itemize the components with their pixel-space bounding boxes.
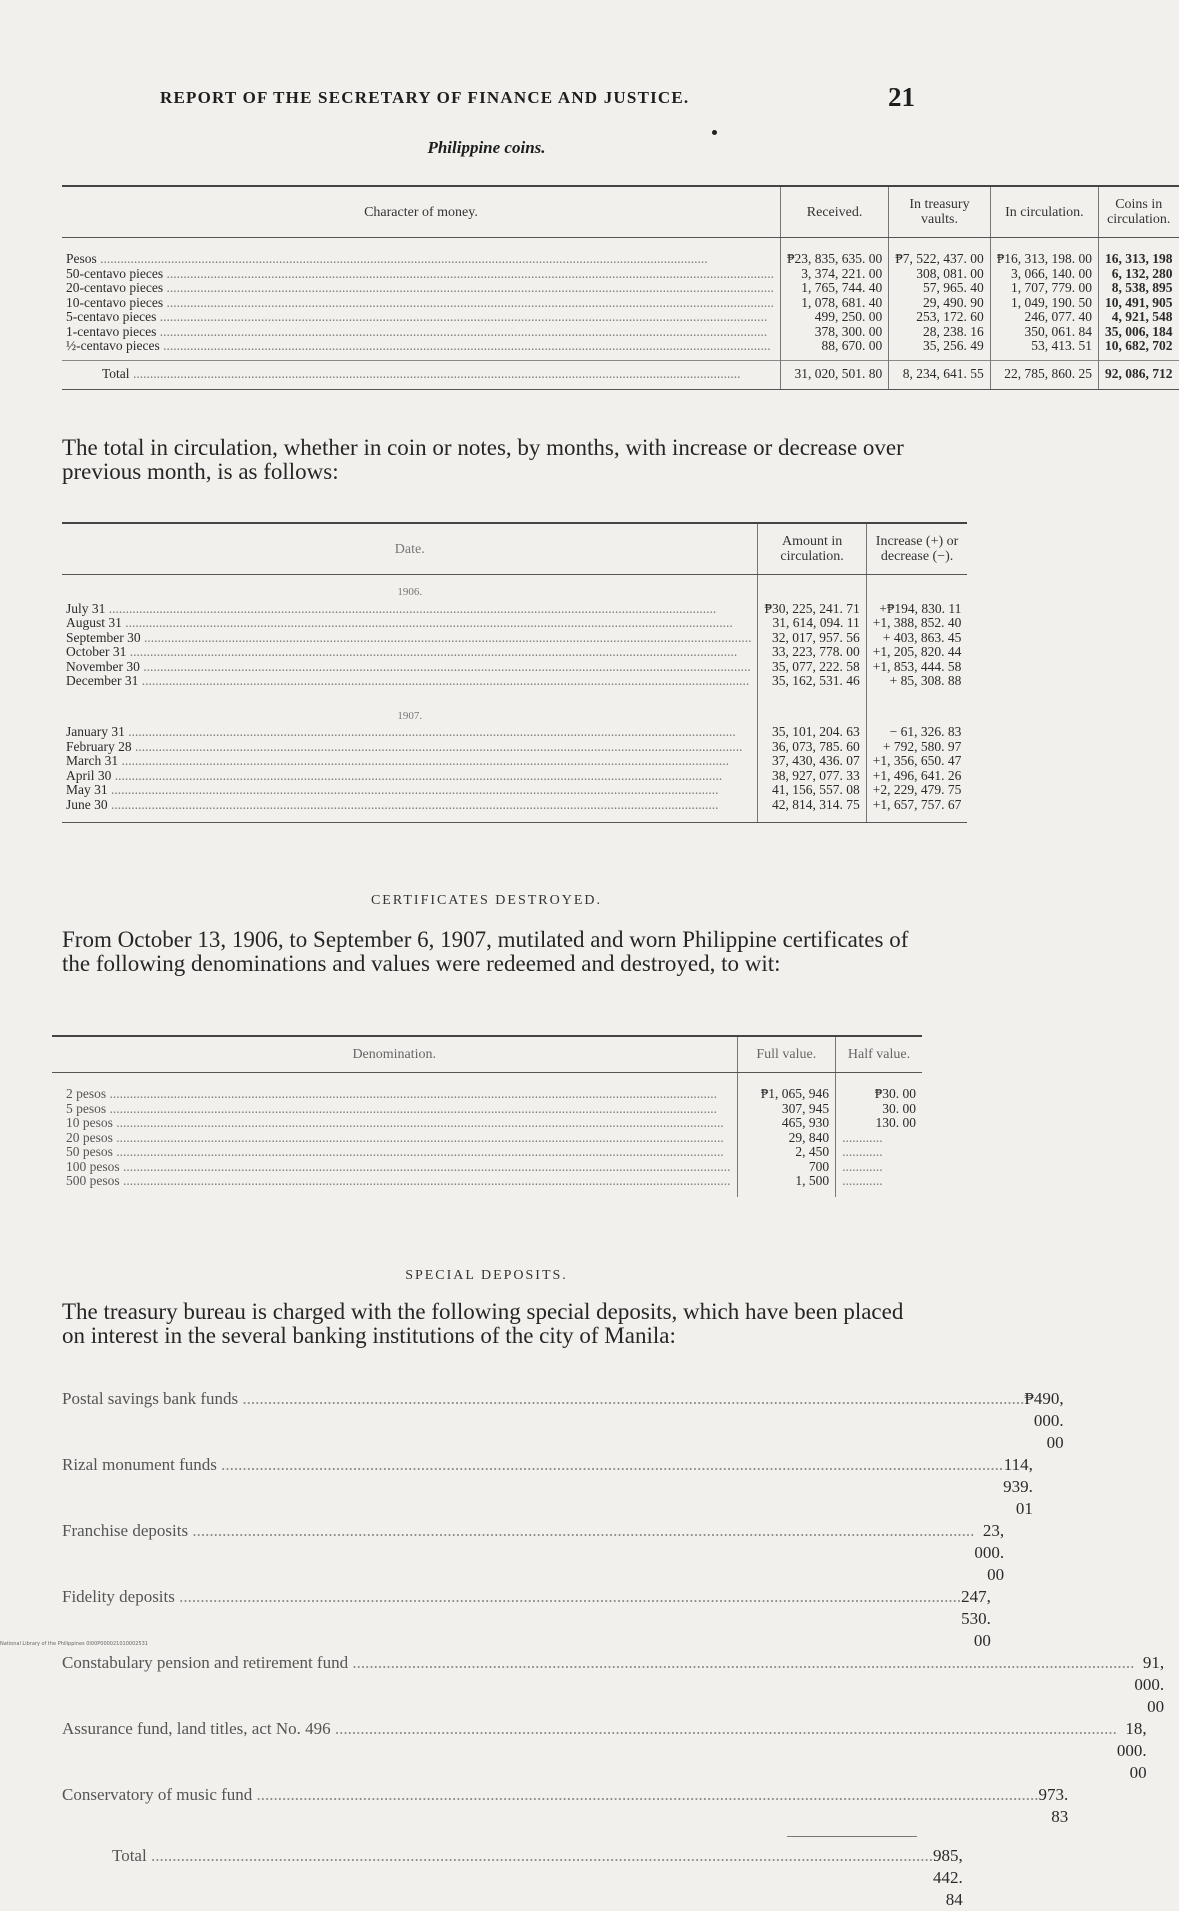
column-header: Coins in circulation. [1099, 186, 1179, 238]
column-header: Received. [780, 186, 888, 238]
page-number: 21 [888, 82, 915, 112]
coins-total: 92, 086, 712 [1099, 360, 1179, 390]
column-header: Character of money. [62, 186, 780, 238]
table-row [52, 1073, 922, 1102]
year-row [62, 575, 967, 602]
deposit-label: Conservatory of music fund ..... [62, 1784, 1039, 1828]
deposit-label: Franchise deposits ..... [62, 1520, 974, 1586]
deposits-list [62, 1388, 1165, 1911]
row-label: Pesos ..... [66, 251, 708, 266]
certificates-header-row [52, 1036, 922, 1073]
column-header: Full value. [737, 1036, 836, 1073]
received-cell: 1, 765, 744. 40 [780, 281, 888, 296]
deposits-heading: SPECIAL DEPOSITS. [405, 1268, 568, 1283]
received-cell: ₱23, 835, 635. 00 [780, 238, 888, 267]
received-cell: 1, 078, 681. 40 [780, 296, 888, 311]
circulation-cell: ₱16, 313, 198. 00 [990, 238, 1098, 267]
coins-table [62, 185, 1179, 390]
scan-footer: National Library of the Philippines 0I00P000021010002531 [0, 1641, 148, 1647]
date-cell: June 30 ..... [66, 797, 719, 812]
list-item [62, 1388, 1064, 1454]
total-row [62, 360, 1179, 390]
table-row [62, 660, 967, 675]
change-cell: +1, 356, 650. 47 [866, 754, 967, 769]
vaults-cell: 57, 965. 40 [889, 281, 991, 296]
half-value-cell: 130. 00 [836, 1116, 922, 1131]
table-row [62, 310, 1179, 325]
date-cell: May 31 ..... [66, 782, 719, 797]
denomination-cell: 5 pesos ..... [66, 1101, 717, 1116]
circulation-cell: 53, 413. 51 [990, 339, 1098, 360]
amount-cell: 35, 101, 204. 63 [758, 725, 866, 740]
table-row [52, 1174, 922, 1197]
coins-cell: 4, 921, 548 [1099, 310, 1179, 325]
amount-cell: 32, 017, 957. 56 [758, 631, 866, 646]
full-value-cell: ₱1, 065, 946 [737, 1073, 836, 1102]
coins-cell: 6, 132, 280 [1099, 267, 1179, 282]
change-cell: +1, 205, 820. 44 [866, 645, 967, 660]
coins-cell: 8, 538, 895 [1099, 281, 1179, 296]
table-row [52, 1102, 922, 1117]
circulation-intro: The total in circulation, whether in coin or notes, by months, with increase or decrease over previous month, is as follows: [62, 435, 904, 484]
table-row [62, 631, 967, 646]
deposit-total-label: Total ..... [62, 1845, 933, 1911]
list-item [62, 1520, 1005, 1586]
circulation-cell: 3, 066, 140. 00 [990, 267, 1098, 282]
half-value-leader: ............ [836, 1131, 922, 1146]
half-value-leader: ............ [836, 1160, 922, 1175]
coins-cell: 35, 006, 184 [1099, 325, 1179, 340]
list-item [62, 1784, 1069, 1828]
coins-header-row [62, 186, 1179, 238]
change-cell: + 403, 863. 45 [866, 631, 967, 646]
circulation-cell: 350, 061. 84 [990, 325, 1098, 340]
denomination-cell: 2 pesos ..... [66, 1086, 717, 1101]
denomination-cell: 100 pesos ..... [66, 1159, 731, 1174]
table-row [52, 1131, 922, 1146]
full-value-cell: 2, 450 [737, 1145, 836, 1160]
amount-cell: 38, 927, 077. 33 [758, 769, 866, 784]
deposit-label: Constabulary pension and retirement fund ..... [62, 1652, 1134, 1718]
change-cell: + 85, 308. 88 [866, 674, 967, 699]
amount-cell: 35, 077, 222. 58 [758, 660, 866, 675]
coins-caption: Philippine coins. [427, 138, 546, 157]
received-cell: 88, 670. 00 [780, 339, 888, 360]
amount-cell: 36, 073, 785. 60 [758, 740, 866, 755]
deposit-amount: 23, 000. 00 [974, 1521, 1005, 1584]
column-header: Half value. [836, 1036, 922, 1073]
coins-cell: 10, 682, 702 [1099, 339, 1179, 360]
change-cell: +1, 388, 852. 40 [866, 616, 967, 631]
deposit-label: Assurance fund, land titles, act No. 496 ..... [62, 1718, 1117, 1784]
denomination-cell: 20 pesos ..... [66, 1130, 724, 1145]
received-cell: 3, 374, 221. 00 [780, 267, 888, 282]
print-speck [712, 130, 717, 135]
amount-cell: 37, 430, 436. 07 [758, 754, 866, 769]
date-cell: March 31 ..... [66, 753, 729, 768]
year-label: 1907. [397, 709, 423, 722]
row-label: 1-centavo pieces ..... [66, 324, 767, 339]
row-label: 20-centavo pieces ..... [66, 280, 774, 295]
table-row [62, 645, 967, 660]
total-label: Total ..... [102, 366, 740, 381]
amount-cell: 41, 156, 557. 08 [758, 783, 866, 798]
deposit-amount: ₱490, 000. 00 [1024, 1389, 1064, 1452]
table-row [62, 754, 967, 769]
table-row [62, 725, 967, 740]
deposit-total-amount: 985, 442. 84 [932, 1846, 963, 1909]
date-cell: February 28 ..... [66, 739, 742, 754]
deposit-amount: 114, 939. 01 [1003, 1455, 1033, 1518]
full-value-cell: 29, 840 [737, 1131, 836, 1146]
list-item [62, 1718, 1147, 1784]
full-value-cell: 307, 945 [737, 1102, 836, 1117]
half-value-leader: ............ [836, 1145, 922, 1160]
table-row [62, 296, 1179, 311]
change-cell: − 61, 326. 83 [866, 725, 967, 740]
change-cell: +2, 229, 479. 75 [866, 783, 967, 798]
certificates-heading: CERTIFICATES DESTROYED. [370, 893, 603, 908]
table-row [62, 783, 967, 798]
full-value-cell: 700 [737, 1160, 836, 1175]
received-cell: 499, 250. 00 [780, 310, 888, 325]
deposits-intro: The treasury bureau is charged with the following special deposits, which have been placed on interest in the several banking institutions of the city of Manila: [62, 1299, 904, 1348]
table-row [52, 1160, 922, 1175]
change-cell: +1, 657, 757. 67 [866, 798, 967, 823]
list-item [62, 1454, 1033, 1520]
table-row [62, 769, 967, 784]
circulation-table [62, 522, 967, 823]
denomination-cell: 50 pesos ..... [66, 1144, 724, 1159]
table-row [62, 798, 967, 823]
table-row [52, 1145, 922, 1160]
denomination-cell: 10 pesos ..... [66, 1115, 724, 1130]
list-item [62, 1586, 991, 1652]
row-label: 10-centavo pieces ..... [66, 295, 774, 310]
total-row [62, 1845, 963, 1911]
deposit-amount: 973. 83 [1038, 1785, 1069, 1826]
half-value-leader: ............ [836, 1174, 922, 1197]
deposit-amount: 247, 530. 00 [961, 1587, 991, 1650]
amount-cell: 42, 814, 314. 75 [758, 798, 866, 823]
table-row [62, 267, 1179, 282]
table-row [62, 674, 967, 699]
date-cell: September 30 ..... [66, 630, 751, 645]
half-value-cell: ₱30. 00 [836, 1073, 922, 1102]
column-header: Denomination. [52, 1036, 737, 1073]
list-item [62, 1652, 1165, 1718]
change-cell: +1, 853, 444. 58 [866, 660, 967, 675]
circulation-cell: 246, 077. 40 [990, 310, 1098, 325]
change-cell: +₱194, 830. 11 [866, 602, 967, 617]
total-rule [787, 1836, 917, 1837]
certificates-table [52, 1035, 922, 1197]
column-header: Amount in circulation. [758, 523, 866, 575]
vaults-cell: 29, 490. 90 [889, 296, 991, 311]
vaults-cell: 253, 172. 60 [889, 310, 991, 325]
date-cell: August 31 ..... [66, 615, 733, 630]
column-header: Date. [62, 523, 758, 575]
deposit-label: Postal savings bank funds ..... [62, 1388, 1024, 1454]
received-total: 31, 020, 501. 80 [780, 360, 888, 390]
change-cell: + 792, 580. 97 [866, 740, 967, 755]
full-value-cell: 465, 930 [737, 1116, 836, 1131]
circulation-total: 22, 785, 860. 25 [990, 360, 1098, 390]
coins-cell: 16, 313, 198 [1099, 238, 1179, 267]
table-row [52, 1116, 922, 1131]
change-cell: +1, 496, 641. 26 [866, 769, 967, 784]
vaults-cell: ₱7, 522, 437. 00 [889, 238, 991, 267]
row-label: ½-centavo pieces ..... [66, 338, 771, 353]
table-row [62, 238, 1179, 267]
vaults-total: 8, 234, 641. 55 [889, 360, 991, 390]
vaults-cell: 28, 238. 16 [889, 325, 991, 340]
amount-cell: 35, 162, 531. 46 [758, 674, 866, 699]
column-header: Increase (+) or decrease (−). [866, 523, 967, 575]
received-cell: 378, 300. 00 [780, 325, 888, 340]
table-row [62, 602, 967, 617]
deposit-label: Fidelity deposits ..... [62, 1586, 961, 1652]
denomination-cell: 500 pesos ..... [66, 1173, 731, 1188]
column-header: In treasury vaults. [889, 186, 991, 238]
date-cell: January 31 ..... [66, 724, 736, 739]
vaults-cell: 35, 256. 49 [889, 339, 991, 360]
date-cell: July 31 ..... [66, 601, 716, 616]
table-row [62, 339, 1179, 360]
circulation-header-row [62, 523, 967, 575]
half-value-cell: 30. 00 [836, 1102, 922, 1117]
vaults-cell: 308, 081. 00 [889, 267, 991, 282]
amount-cell: 33, 223, 778. 00 [758, 645, 866, 660]
amount-cell: ₱30, 225, 241. 71 [758, 602, 866, 617]
deposit-amount: 91, 000. 00 [1134, 1653, 1165, 1716]
date-cell: December 31 ..... [66, 673, 749, 688]
table-row [62, 281, 1179, 296]
date-cell: April 30 ..... [66, 768, 722, 783]
full-value-cell: 1, 500 [737, 1174, 836, 1197]
coins-cell: 10, 491, 905 [1099, 296, 1179, 311]
date-cell: October 31 ..... [66, 644, 737, 659]
circulation-cell: 1, 049, 190. 50 [990, 296, 1098, 311]
deposit-label: Rizal monument funds ..... [62, 1454, 1003, 1520]
certificates-intro: From October 13, 1906, to September 6, 1907, mutilated and worn Philippine certificates of the following denominations and values were redeemed and destroyed, to wit: [62, 927, 909, 976]
amount-cell: 31, 614, 094. 11 [758, 616, 866, 631]
column-header: In circulation. [990, 186, 1098, 238]
table-row [62, 616, 967, 631]
table-row [62, 325, 1179, 340]
running-title: REPORT OF THE SECRETARY OF FINANCE AND JUSTICE. [160, 88, 690, 107]
table-row [62, 740, 967, 755]
row-label: 5-centavo pieces ..... [66, 309, 767, 324]
row-label: 50-centavo pieces ..... [66, 266, 774, 281]
date-cell: November 30 ..... [66, 659, 751, 674]
year-label: 1906. [397, 586, 423, 598]
deposit-amount: 18, 000. 00 [1116, 1719, 1147, 1782]
year-row [62, 699, 967, 726]
circulation-cell: 1, 707, 779. 00 [990, 281, 1098, 296]
